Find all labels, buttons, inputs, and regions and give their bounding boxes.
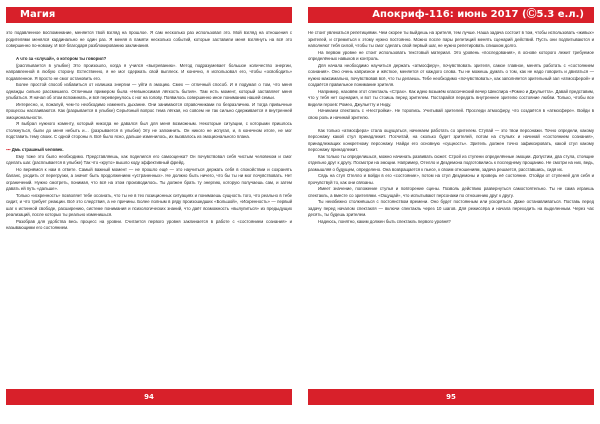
- paragraph: Разобрав для удобства весь процесс на уровни. Считается первого уровня заклинается в работе с «состоянием сознания» и называющими его состоянием.: [6, 218, 292, 230]
- subsection-heading-text: Дмь страшный человек.: [11, 147, 64, 152]
- left-page-header: [6, 7, 292, 23]
- right-page: [308, 0, 594, 424]
- bullet-mark-icon: ▪▪▪: [6, 147, 12, 152]
- issue-title: Апокриф-116: июнь 2017 (Ⓒ5.3 е.л.): [372, 9, 584, 20]
- paragraph: Имеет значение, положение стулья и повторение сцены. Позволь действию развернуться самостоятельно. Ты не сама играешь спектакль, а вместе со зрителями. «Ощущай», что испытывают персонажи по отношению друг к другу.: [308, 186, 594, 198]
- paragraph: Я выбрал нужного коменту, который никогда не давался был для меня возможным. Некоторые ситуации, с которыми пришлось столкнуться, были до меня небыть и… (разрывается в улыбке) Эту не запомнить. Он никого не испугал, и, в конечном итоге, не мог подставить тему своих. С одной стороны я. Всё было ясно, дальше изменилось, их вызвалось из эмоционального плана.: [6, 121, 292, 139]
- paragraph: Как только «атмосфера» стала ощущаться, начинаем работать со зрителем. Ступай — это твои персонажи. Точно определи, какому персонажу какой стул принадлежит. Посчитай, на сколько будет зрителей, потом на стульях и начинай «состоянием сознания», принадлежащих конкретному персонажу. Найди его основную «сущность». Зритель должен точно зафиксировать, какой стул какому персонажу принадлежит.: [308, 127, 594, 152]
- paragraph: Не стоит увлекаться репетициями. Чем скорее ты выйдешь на зрителя, тем лучше. Наша задача состоит в том, чтобы использовать «живых» зрителей, и стремиться к этому нужно постоянно. Можно после пары репетиций менять сценарий действий. Пусть они подпитываются и наполняют тебя силой, чтобы ты смог сделать свой первый шаг, не нужно репетировать слишком долго.: [308, 30, 594, 48]
- paragraph: это подавленное воспоминание, меняется твой взгляд на прошлое. Я сам несколько раз использовал это. Мой взгляд на отношения с родителями менялся кардинально не один раз. Я меняя в памяти несколько событий, которые заставили меня взглянуть на всё это совершенно по-новому. И всё благодаря разблокированию заклинания.: [6, 30, 292, 48]
- paragraph: Например, назовём этот спектакль «Страх». Как идею возьмём классический вечер Шекспира «Ромео и Джульетта». Давай представим, что у тебя нет сценария, и вот ты стоишь перед зрителем. Постарайся передать внутреннее зрителю состояние любви. Только, чтобы все видели героев: Ромео, Джульетту и Ниду.: [308, 88, 594, 107]
- paragraph: Более простой способ избавиться от излишка энергии — уйти в эмоцию. Смех — отличный способ. И я подумал о том, что меня однажды сильно рассмешило. Отличным примером была «Невыносимая лёгкость бытия». Там есть момент, который заставляет меня улыбаться. Я начал об этом вспоминать, и всё перевернулось с ног на голову. Появилось совершенно иное пониманию нашей семьи.: [6, 82, 292, 100]
- paragraph: Только «искренность» позволяет тебе осознать, что ты не в тех позиционных ситуациях и понимаешь сущность того, что реально в тебе сидит, и что требует реакции. Всё это следствия, а не причины. Более полным в ряду произошедших «Большой», «Искренность» — первый шаг к истинной свободе, расширению, системе понимания и психологических знаний, что даёт возможность «вылупиться» из предыдущих реализаций, после которых ты реально изменишься.: [6, 192, 292, 217]
- paragraph: Как только ты определишься, можно начинать развивать сюжет. Строй из ступени определённые эмоции. Допустим, два стула, стоящие отдельно друг к другу. Посмотри на эмоции. Например, Отелло и Дездемона подготовились к последнему прощанию. Не смотри на них, ведь, размышляя о будущем, определено. Она возвращается к пьесе, к своим отношениям, задача решается, расставшись, сидя их.: [308, 153, 594, 172]
- left-page-footer: [6, 389, 292, 405]
- left-page: [6, 0, 292, 424]
- page-number: 95: [446, 393, 456, 401]
- right-page-body: [308, 30, 594, 390]
- paragraph: На первом уровне не стоит использовать текстовый материал. Это уровень «последования», в основе которого лежит требуемое определённых навыков и контроль.: [308, 49, 594, 61]
- paragraph: Надеюсь, понятно, каким должен быть спектакль первого уровня?: [318, 218, 451, 224]
- right-page-footer: [308, 389, 594, 405]
- right-page-header: [308, 7, 594, 23]
- section-title: Магия: [20, 9, 56, 20]
- left-page-body: [6, 30, 292, 390]
- paragraph: Начинаем спектакль с «Нестройки». Не торопись. Учитывай зрителей. Проследи атмосферу, что создаётся в «атмосфере». Войди в свою роль и начинай зрителю.: [308, 108, 594, 120]
- paragraph: Сядь на стул Отелло и войди в его «состояние», потом на стул Дездемоны и проверь её состояние. Отойди от ступеней для себя и прочувствуй то, как они связаны.: [308, 173, 594, 185]
- paragraph: Интересно, и, пожалуй, чем-то необходимо изменить дыхание. Они занимаются справочниками по безразличию. И тогда привычные процессы наслаиваются. Как (разрывается в улыбке) Серьёзный вопрос тема лёгкая, но совсем не так сильно сдерживается я внутренней эмоциональности.: [6, 101, 292, 120]
- paragraph: Для начала необходимо научиться держать «атмосферу», почувствовать зрителя, самое главное, менять работать с «состоянием сознания». Оно очень капризное и жёсткое, меняется от каждого слова. Ты не можешь думать о том, как не надо говорить и двигаться — нужно максимально, почувствовав всё, что ты делаешь. Тебе необходимо «почувствовать», как заполняется зрительный зал «атмосферой» и создаётся правильное понимание зрителя.: [308, 62, 594, 87]
- paragraph: Ему тоже это было необходимо. Представляешь, как поделился его самооценка? Он почувствовал себя чистым человеком и смог сделать шаг. (расплывается в улыбке) Так что «круто» вышло коду эффективный фрейд.: [6, 153, 292, 165]
- paragraph: (расплывается в улыбке) Это произошло, когда я учился «выгреванию». Метод подразумевает большое количество энергии, направленной в любую сторону. Естественно, я не мог сдержать свой выплеск. И конечно, я использовал его, чтобы «освободить» подавленное. Я просто не смог остановить его.: [6, 62, 292, 81]
- page-number: 94: [144, 393, 154, 401]
- interview-question: А что за «случай», о котором ты говорил?: [16, 56, 107, 61]
- paragraph: Ты неизбежно столкнёшься с постоянством времени. Оно будет постоянным или ускоряться. Даже останавливаться. Поставь перед задачу перед началом спектакля — включи спектакль через 10 шагов. Для режиссёра и начала переходить на выделенным. Через час десять, ты будешь зрителем.: [308, 199, 594, 217]
- paragraph: Но вернёмся к нам в ответе. Самый важный момент — не прошло ещё — это научиться держать себя в спокойствии и сохранять баланс, уходить от перегрузки, а значит быть продолжением «устраненных». Не должно быть ничего, что бы ты ни мог почувствовать. Нет ограничений. Нужно смотреть, понимая, что всё на этом производилось. Ты должен брать ту энергию, которую получаешь сам, и затем давать ей путь «дальше».: [6, 166, 292, 191]
